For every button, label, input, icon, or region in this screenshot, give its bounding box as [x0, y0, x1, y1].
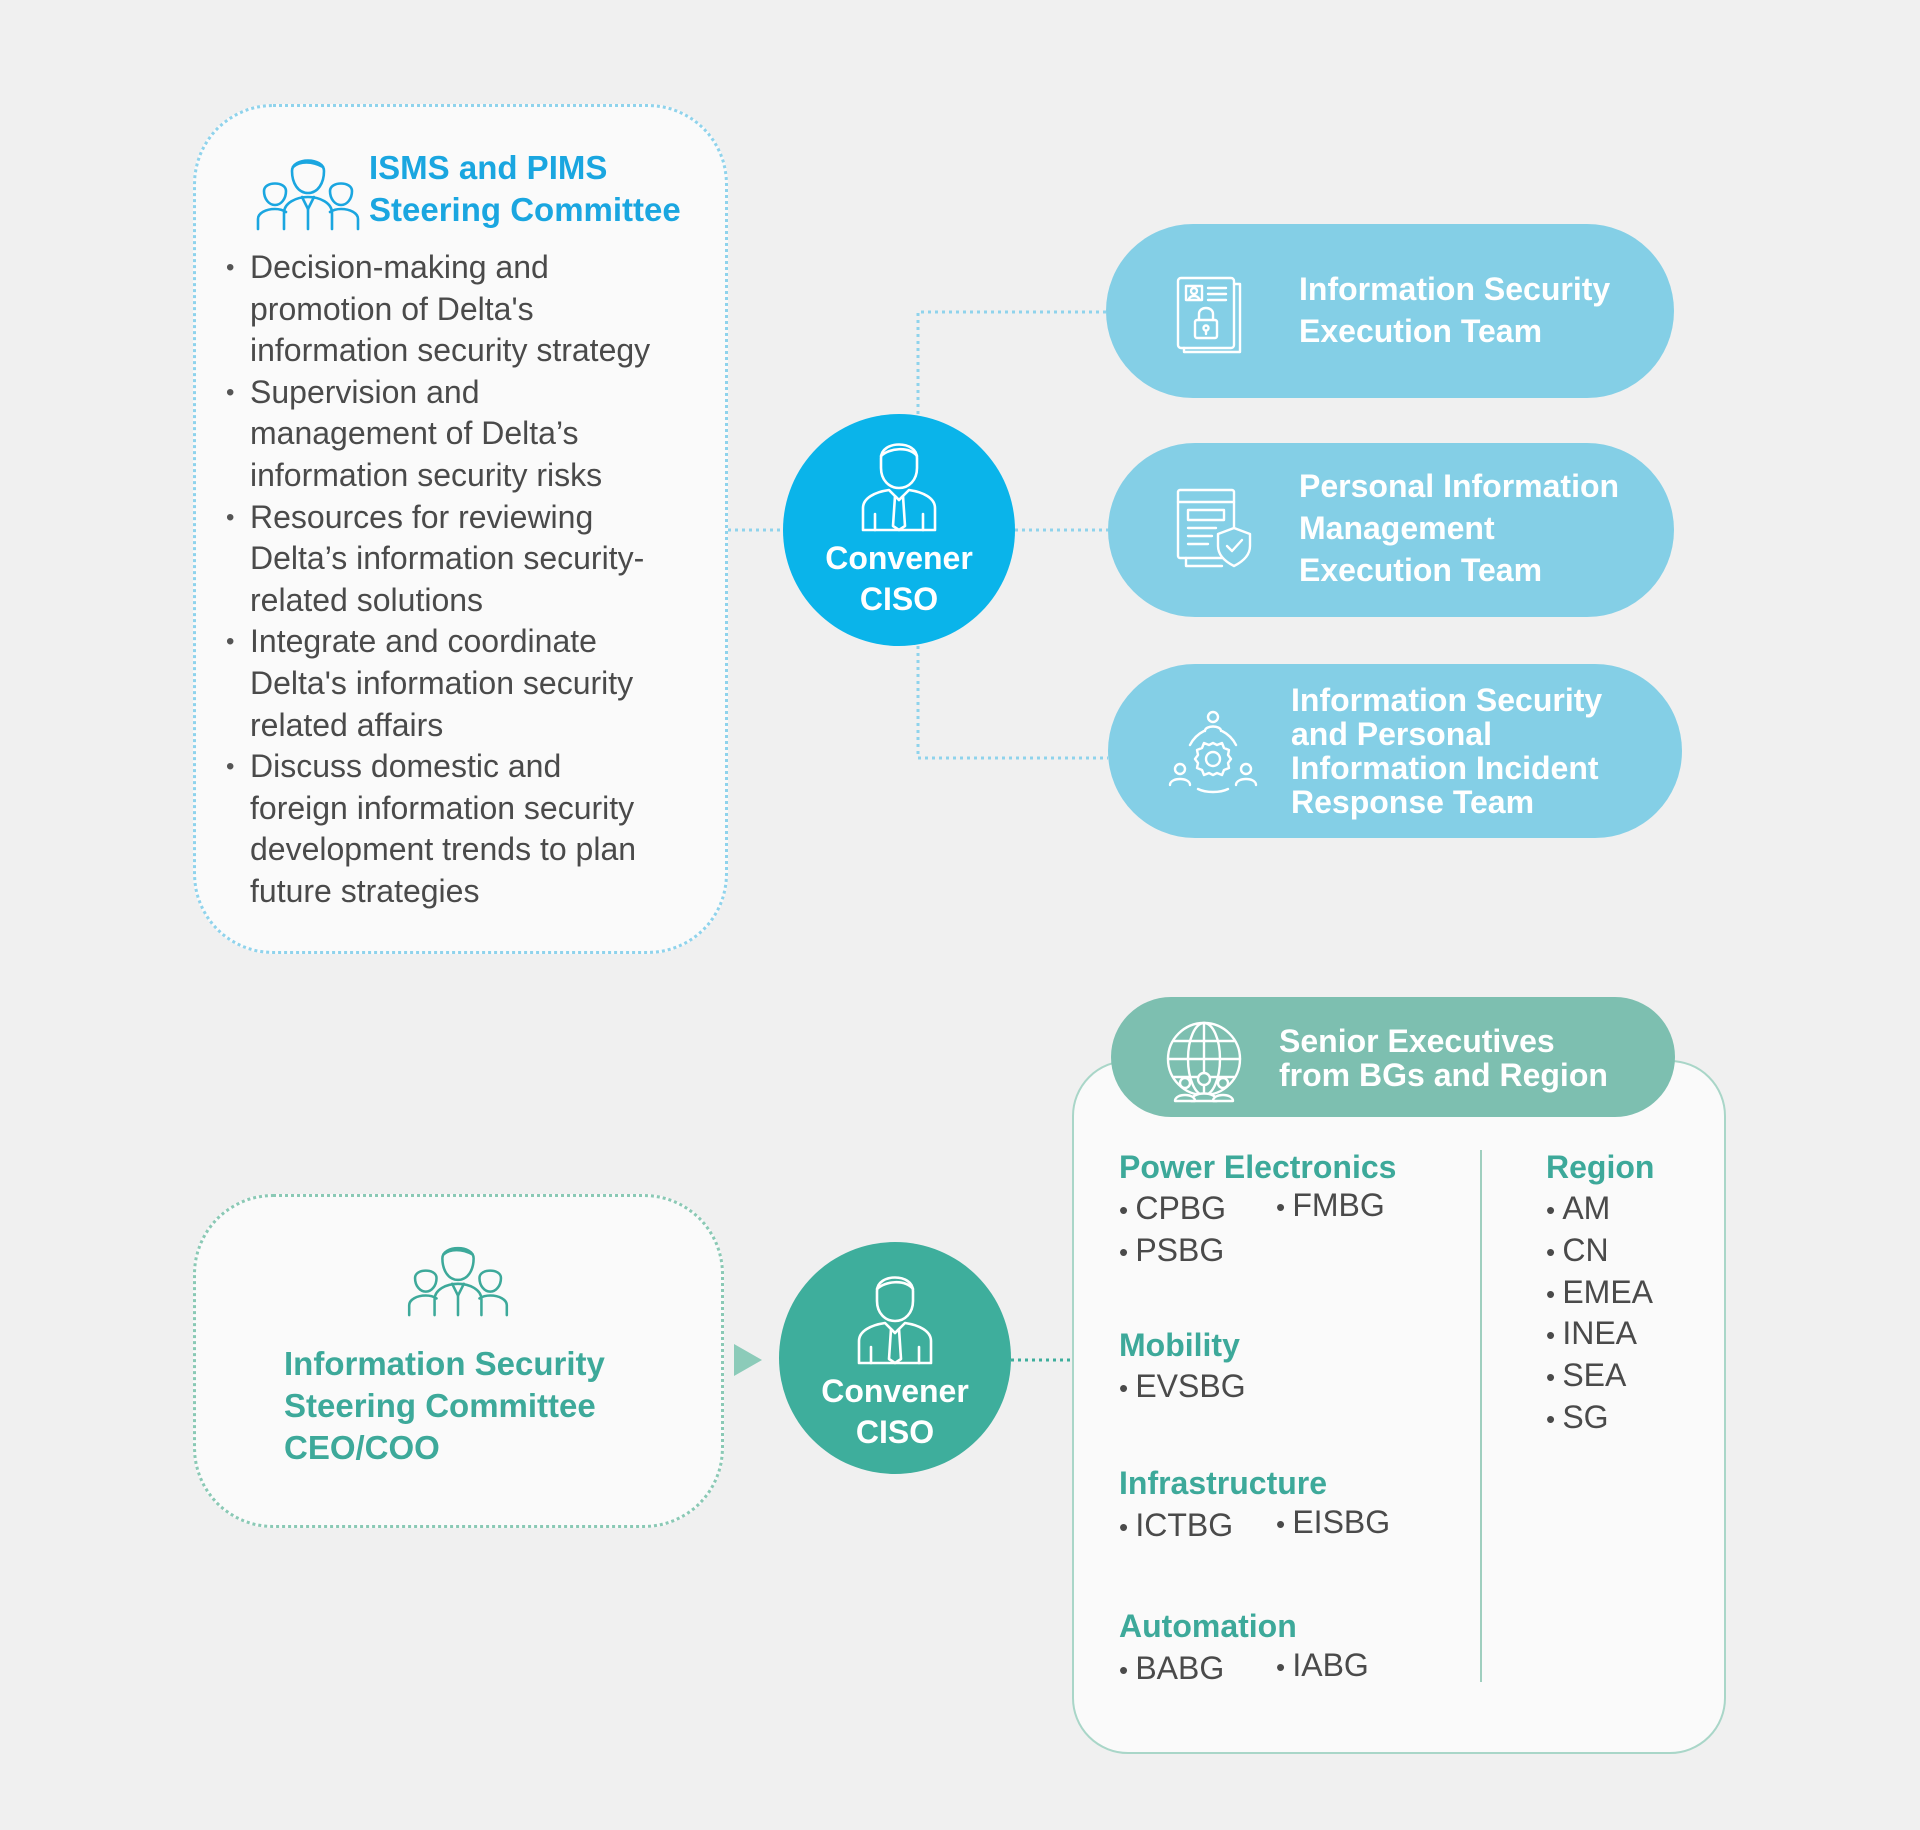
- region-item: • AM: [1546, 1188, 1610, 1230]
- pim-execution-team: [1108, 443, 1674, 617]
- convener-ciso-circle: [783, 414, 1015, 646]
- duty-line: information security strategy: [250, 332, 651, 369]
- arrow-right-icon: [734, 1344, 762, 1376]
- duty-line: information security risks: [250, 456, 603, 493]
- incident-response-team: [1108, 664, 1682, 838]
- team-label: [1291, 683, 1602, 819]
- ciso-label-line: Convener: [821, 1373, 969, 1409]
- businessman-icon: [859, 434, 939, 532]
- region-item: • INEA: [1546, 1313, 1637, 1355]
- committee-title-line: Steering Committee: [369, 191, 681, 228]
- duty-line: • Decision-making and: [250, 249, 549, 285]
- team-label-line: Information Security: [1291, 682, 1603, 718]
- duty-line: Delta’s information security-: [250, 540, 645, 577]
- team-label: [1299, 268, 1610, 352]
- unit-item: • EVSBG: [1119, 1366, 1246, 1408]
- isms-pims-committee-box: [193, 104, 728, 954]
- region-item: • EMEA: [1546, 1272, 1653, 1314]
- committee-title-line: ISMS and PIMS: [369, 149, 608, 186]
- duty-line: foreign information security: [250, 789, 635, 826]
- committee-title: [284, 1343, 605, 1469]
- ciso-label-line: CISO: [855, 1414, 935, 1450]
- unit-item: • CPBG: [1119, 1188, 1226, 1230]
- duty-line: • Discuss domestic and: [250, 748, 562, 785]
- ciso-label-line: Convener: [825, 540, 973, 576]
- team-label-line: Execution Team: [1299, 313, 1543, 349]
- duty-line: development trends to plan: [250, 831, 637, 868]
- convener-ciso-circle: [779, 1242, 1011, 1474]
- globe-people-icon: [1163, 1021, 1245, 1103]
- duty-line: management of Delta’s: [250, 415, 579, 452]
- duty-item: [224, 746, 694, 912]
- panel-divider: [1480, 1150, 1482, 1682]
- committee-title-line: Information Security: [284, 1345, 605, 1382]
- committee-title: [369, 147, 681, 231]
- senior-executives-header: [1111, 997, 1675, 1117]
- businessman-icon: [855, 1267, 935, 1365]
- people-group-icon: [406, 1235, 510, 1317]
- shield-document-icon: [1176, 488, 1256, 568]
- duty-line: promotion of Delta's: [250, 290, 534, 327]
- duty-line: • Integrate and coordinate: [250, 623, 597, 660]
- committee-title-line: CEO/COO: [284, 1429, 440, 1466]
- duty-line: related affairs: [250, 706, 444, 743]
- committee-title-line: Steering Committee: [284, 1387, 596, 1424]
- unit-item: • FMBG: [1276, 1185, 1385, 1227]
- header-label-line: Senior Executives: [1279, 1023, 1555, 1059]
- group-title-automation: Automation: [1119, 1608, 1297, 1644]
- unit-item: • ICTBG: [1119, 1505, 1233, 1547]
- group-title-region: Region: [1546, 1149, 1655, 1185]
- region-item: • CN: [1546, 1230, 1609, 1272]
- duty-line: • Resources for reviewing: [250, 498, 594, 535]
- group-title-infrastructure: Infrastructure: [1119, 1465, 1328, 1501]
- team-label-line: and Personal: [1291, 716, 1492, 752]
- unit-item: • IABG: [1276, 1645, 1369, 1687]
- duty-item: [224, 247, 694, 372]
- region-item: • SEA: [1546, 1355, 1626, 1397]
- duty-item: [224, 372, 694, 497]
- secure-document-icon: [1176, 276, 1242, 352]
- region-item: • SG: [1546, 1397, 1609, 1439]
- team-label-line: Execution Team: [1299, 552, 1543, 588]
- duty-item: [224, 497, 694, 622]
- infosec-steering-committee-box: [193, 1194, 724, 1528]
- team-label-line: Personal Information: [1299, 468, 1620, 504]
- ciso-label-line: CISO: [859, 581, 939, 617]
- header-label-line: from BGs and Region: [1279, 1057, 1608, 1093]
- unit-item: • PSBG: [1119, 1230, 1224, 1272]
- duty-line: related solutions: [250, 581, 484, 618]
- unit-item: • EISBG: [1276, 1502, 1390, 1544]
- duty-line: • Supervision and: [250, 373, 480, 410]
- header-label: [1279, 1024, 1608, 1092]
- duties-list: [224, 247, 694, 913]
- group-title-mobility: Mobility: [1119, 1327, 1240, 1363]
- team-label-line: Information Incident: [1291, 750, 1599, 786]
- group-title-power-electronics: Power Electronics: [1119, 1149, 1397, 1185]
- unit-item: • BABG: [1119, 1648, 1224, 1690]
- team-label-line: Information Security: [1299, 271, 1611, 307]
- team-gear-icon: [1168, 709, 1258, 795]
- team-label-line: Response Team: [1291, 784, 1535, 820]
- duty-line: future strategies: [250, 872, 480, 909]
- team-label: [1299, 465, 1619, 591]
- duty-item: [224, 621, 694, 746]
- infosec-execution-team: [1106, 224, 1674, 398]
- duty-line: Delta's information security: [250, 664, 634, 701]
- team-label-line: Management: [1299, 510, 1495, 546]
- people-group-icon: [256, 147, 360, 231]
